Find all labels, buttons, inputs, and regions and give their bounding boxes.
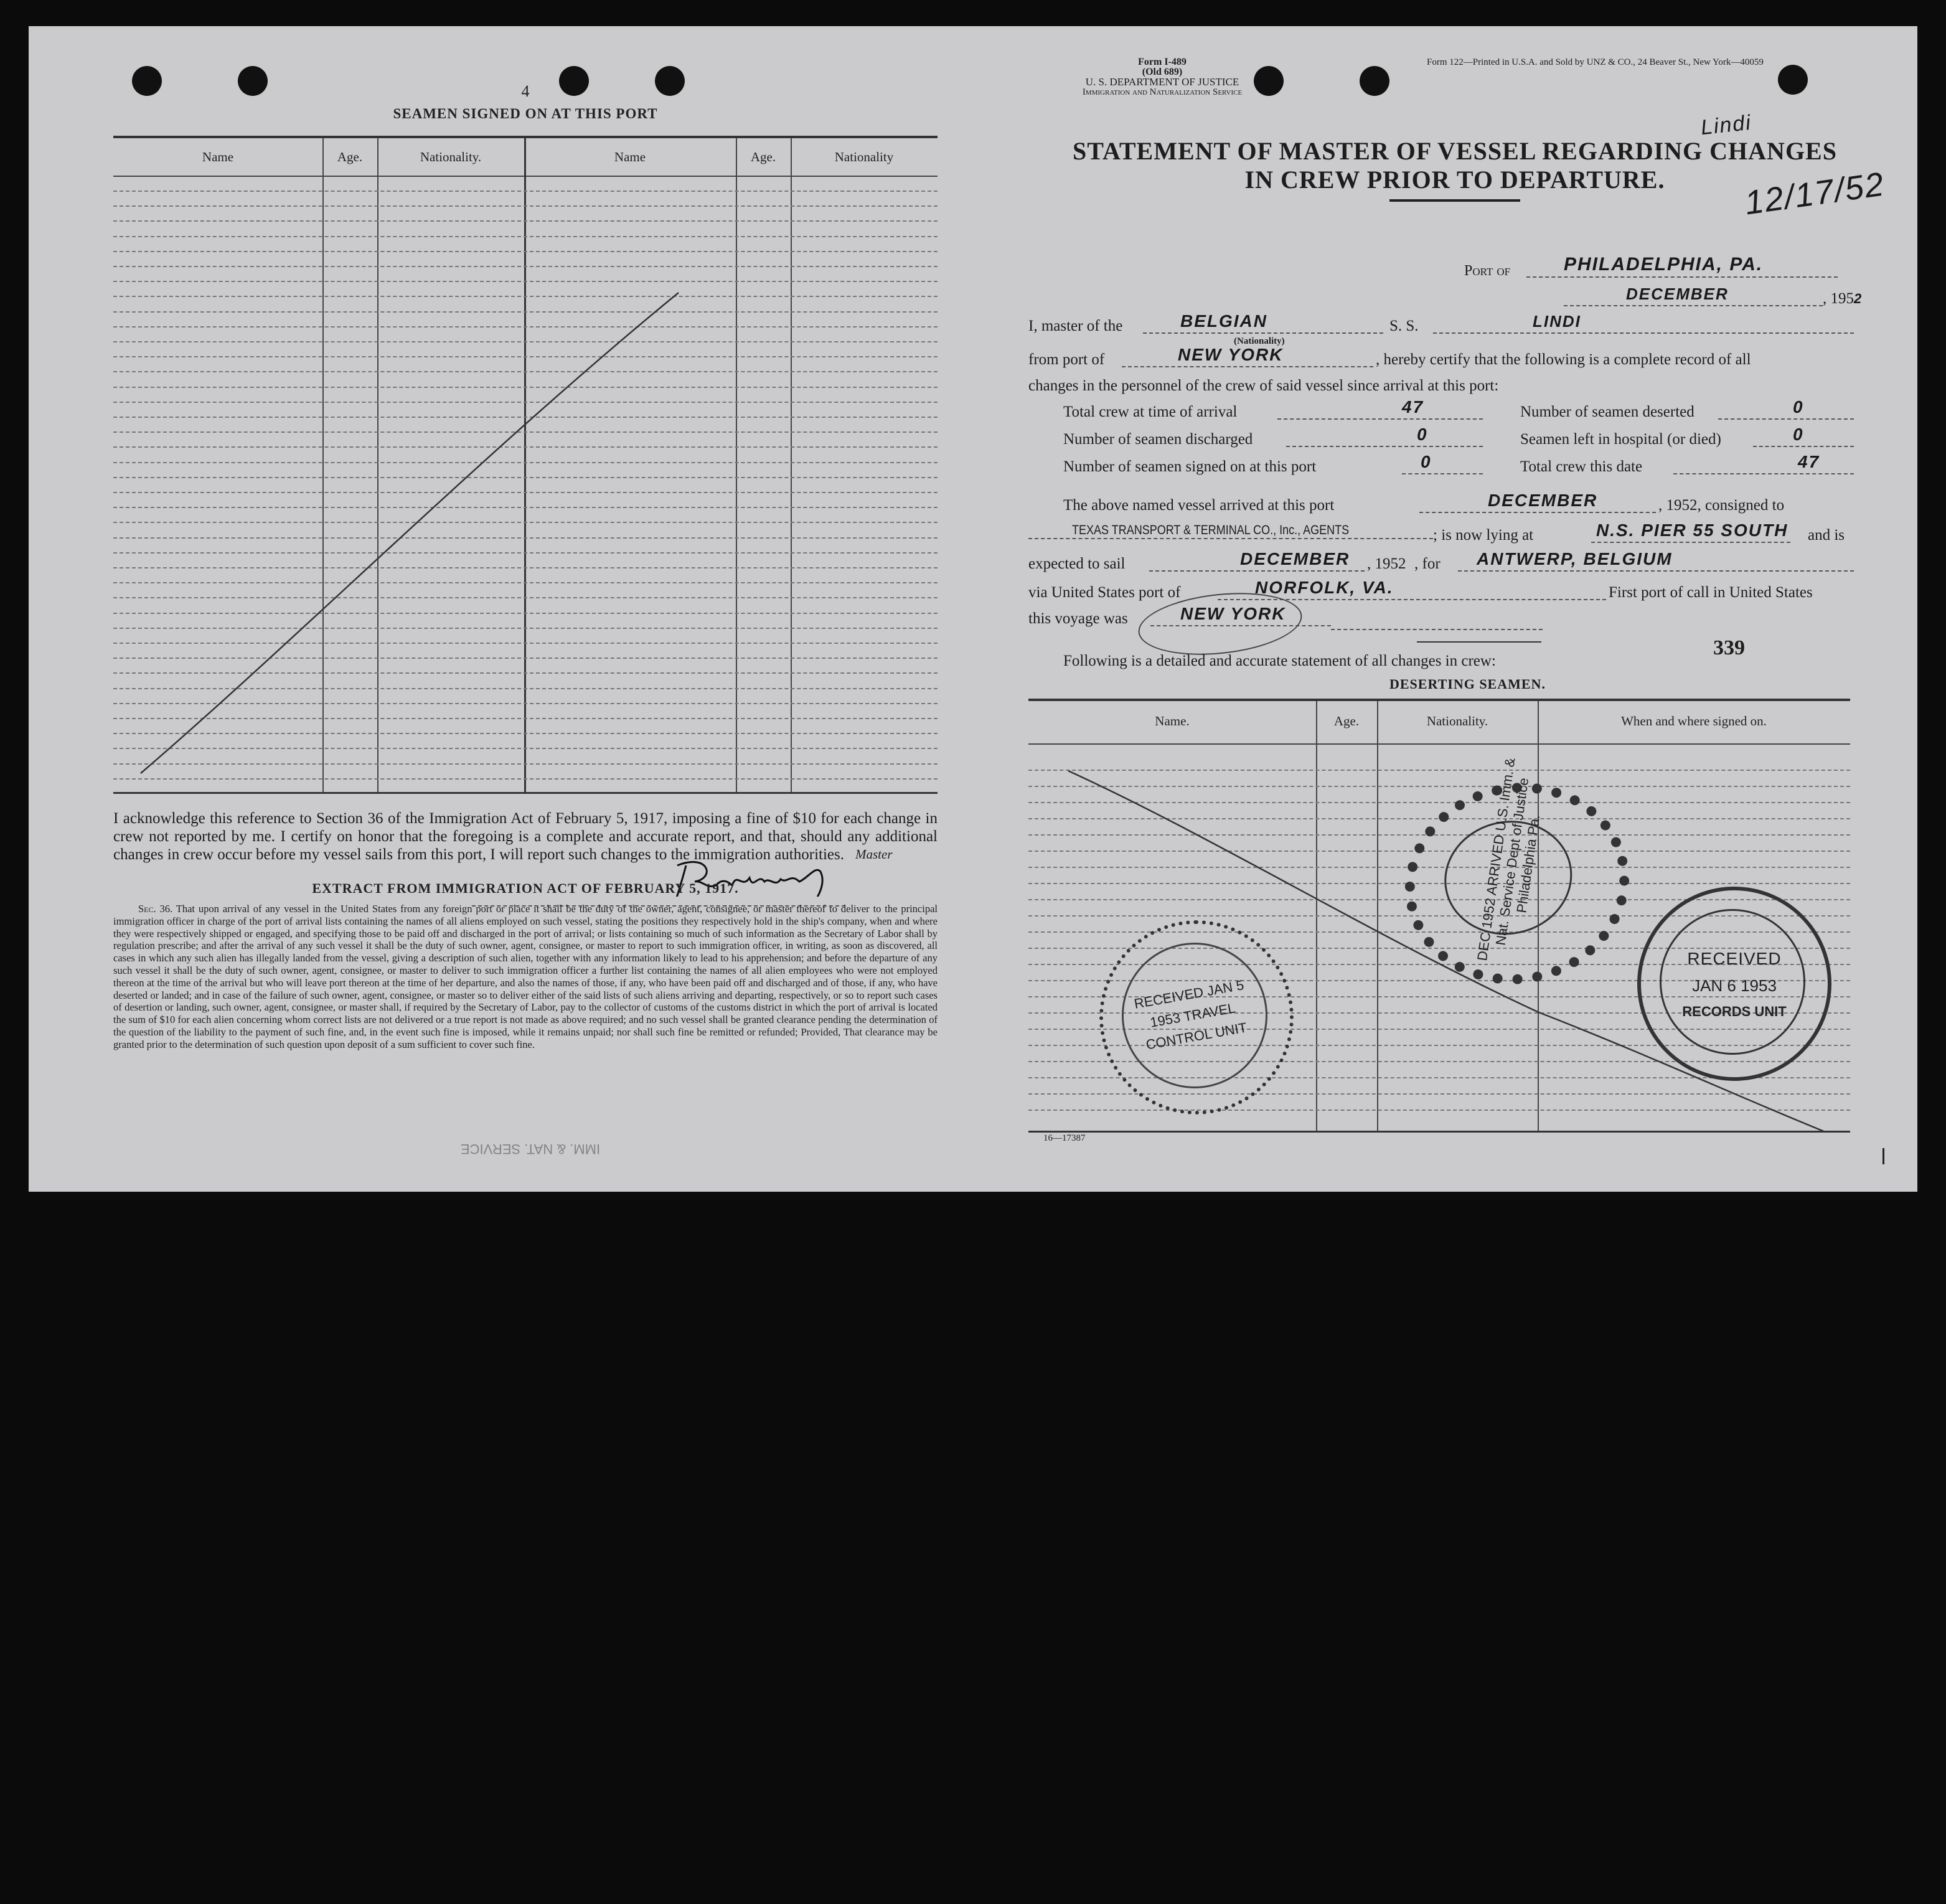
travel-control-stamp bbox=[1099, 920, 1294, 1115]
deserting-heading: DESERTING SEAMEN. bbox=[1389, 676, 1546, 692]
handwritten-date: 12/17/52 bbox=[1742, 165, 1887, 222]
received-date: JAN 6 1953 bbox=[1692, 976, 1777, 995]
extract-heading: EXTRACT FROM IMMIGRATION ACT OF FEBRUARY 5, 1917. bbox=[312, 880, 739, 896]
ss-label: S. S. bbox=[1389, 318, 1419, 334]
left-page bbox=[113, 82, 938, 1166]
cancel-diagonal bbox=[113, 138, 938, 792]
title-rule bbox=[1389, 199, 1520, 202]
col-nationality: Nationality. bbox=[1426, 714, 1488, 728]
voyage-rule bbox=[1417, 641, 1541, 643]
section-label: Sec. 36. bbox=[138, 903, 173, 915]
col-nationality-2: Nationality bbox=[834, 149, 894, 164]
total-crew-arrival-label: Total crew at time of arrival bbox=[1063, 403, 1238, 420]
department: U. S. DEPARTMENT OF JUSTICE bbox=[1085, 76, 1239, 88]
seamen-signed-heading: SEAMEN SIGNED ON AT THIS PORT bbox=[393, 106, 658, 121]
scanned-document bbox=[29, 26, 1917, 1192]
arrived-field: DECEMBER bbox=[1419, 492, 1656, 513]
expected-field: DECEMBER bbox=[1149, 550, 1365, 572]
received-records-stamp bbox=[1637, 887, 1831, 1081]
section-body: That upon arrival of any vessel in the United States from any foreign port or place it shall be the duty of the owner, agent, consignee, or master thereof to deliver to the principal immigration officer in charge of the port of arrival lists containing the names of all aliens employed on such vessel, stating the positions they respectively hold in the ship's company, when and where they were respectively shipped or engaged, and specifying those to be paid off and discharged in the port of arrival; or lists containing so much of such information as the Secretary of Labor shall by regulation prescribe; and after the arrival of any such vessel it shall be the duty of such owner, agent, consignee, or master to report to such immigration officer, in writing, as soon as discovered, all cases in which any such alien has illegally landed from the vessel, giving a description of such alien, together with any information likely to lead to his apprehension; and before the departure of any such vessel it shall be the duty of such owner, agent, consignee, or master to deliver to such immigration officer a further list containing the names of all alien employees who were not employed thereon at the time of the arrival but who will leave port thereon at the time of her departure, and also the names of those, if any, who have been paid off and discharged and of those, if any, who have deserted or landed; and in case of the failure of such owner, agent, consignee, or master so to deliver either of the said lists of such aliens arriving and departing, respectively, or so to report such cases of desertion or landing, such owner, agent, consignee, or master shall, if required by the Secretary of Labor, pay to the collector of customs of the customs district in which the port of arrival is located the sum of $10 for each alien concerning whom correct lists are not delivered or a true report is not made as above required; and no such vessel shall be granted clearance pending the determination of the question of the liability to the payment of such fine, and, in the event such fine is imposed, while it remains unpaid; nor shall such fine be remitted or refunded; Provided, That clearance may be granted prior to the determination of such question upon deposit of a sum sufficient to cover such fine. bbox=[113, 903, 938, 1050]
and-is-label: and is bbox=[1808, 527, 1845, 544]
lying-label: ; is now lying at bbox=[1433, 527, 1534, 544]
received-label: RECEIVED bbox=[1687, 949, 1782, 968]
voyage-dash bbox=[1331, 629, 1543, 630]
date-field: DECEMBER bbox=[1564, 285, 1823, 306]
col-name: Name. bbox=[1155, 714, 1190, 728]
col-age-2: Age. bbox=[750, 149, 776, 164]
form-number: 16—17387 bbox=[1043, 1133, 1086, 1143]
total-crew-date-field: 47 bbox=[1673, 453, 1854, 474]
travel-control-text: RECEIVED JAN 5 1953 TRAVEL CONTROL UNIT bbox=[1132, 977, 1248, 1053]
arrived-label: The above named vessel arrived at this port bbox=[1063, 497, 1335, 514]
arrived-stamp-text: DEC 1952 ARRIVED U.S. Imm. & Nat. Service Dept of Justice Philadelphia Pa. bbox=[1474, 756, 1543, 962]
title-line-2: IN CREW PRIOR TO DEPARTURE. bbox=[1244, 166, 1665, 194]
hospital-label: Seamen left in hospital (or died) bbox=[1520, 431, 1721, 448]
signed-on-field: 0 bbox=[1402, 453, 1483, 474]
received-unit: RECORDS UNIT bbox=[1682, 1004, 1787, 1019]
total-crew-date-label: Total crew this date bbox=[1520, 458, 1643, 475]
year-label: , 1952 bbox=[1823, 290, 1863, 307]
master-of-the-label: I, master of the bbox=[1028, 318, 1123, 334]
printer-note: Form 122—Printed in U.S.A. and Sold by UNZ & CO., 24 Beaver St., New York—40059 bbox=[1427, 57, 1764, 67]
year-1952-label: , 1952 bbox=[1367, 555, 1406, 572]
changes-text: changes in the personnel of the crew of said vessel since arrival at this port: bbox=[1028, 377, 1499, 394]
via-label: via United States port of bbox=[1028, 584, 1181, 601]
port-of-field: PHILADELPHIA, PA. bbox=[1526, 257, 1838, 278]
signed-on-label: Number of seamen signed on at this port bbox=[1063, 458, 1317, 475]
nationality-caption: (Nationality) bbox=[1234, 336, 1285, 346]
section-36-text bbox=[113, 903, 938, 1051]
page-number: 4 bbox=[521, 82, 530, 100]
col-age: Age. bbox=[1333, 714, 1360, 728]
form-id: Form I-489 bbox=[1138, 57, 1187, 67]
page-edge-mark bbox=[1883, 1148, 1884, 1164]
col-age: Age. bbox=[337, 149, 363, 164]
deserted-label: Number of seamen deserted bbox=[1520, 403, 1695, 420]
deserted-field: 0 bbox=[1718, 398, 1854, 420]
form-old: (Old 689) bbox=[1142, 67, 1183, 77]
handwritten-ship-name: Lindi bbox=[1699, 110, 1753, 140]
col-when-where: When and where signed on. bbox=[1621, 714, 1767, 728]
seamen-signed-table bbox=[113, 136, 938, 794]
from-port-field: NEW YORK bbox=[1122, 346, 1373, 367]
via-field: NORFOLK, VA. bbox=[1218, 579, 1606, 600]
for-label: , for bbox=[1414, 555, 1441, 572]
nationality-field: BELGIAN bbox=[1143, 313, 1383, 334]
service: Immigration and Naturalization Service bbox=[1082, 87, 1243, 97]
for-field: ANTWERP, BELGIUM bbox=[1458, 550, 1854, 572]
master-label: Master bbox=[855, 847, 893, 862]
following-text: Following is a detailed and accurate statement of all changes in crew: bbox=[1063, 653, 1496, 669]
col-name: Name bbox=[202, 149, 234, 164]
ss-field: LINDI bbox=[1433, 313, 1854, 334]
lying-field: N.S. PIER 55 SOUTH bbox=[1591, 522, 1790, 543]
title-line-1: STATEMENT OF MASTER OF VESSEL REGARDING CHANGES bbox=[1073, 137, 1837, 165]
expected-label: expected to sail bbox=[1028, 555, 1126, 572]
port-of-label: Port of bbox=[1464, 263, 1511, 279]
first-port-label: First port of call in United States bbox=[1609, 584, 1813, 601]
consigned-label: , 1952, consigned to bbox=[1658, 497, 1785, 514]
from-port-label: from port of bbox=[1028, 351, 1105, 368]
document-number: 339 bbox=[1713, 636, 1745, 659]
faint-stamp: IMM. & NAT. SERVICE bbox=[460, 1141, 601, 1157]
col-nationality: Nationality. bbox=[420, 149, 482, 164]
hospital-field: 0 bbox=[1753, 426, 1854, 447]
discharged-label: Number of seamen discharged bbox=[1063, 431, 1253, 448]
acknowledgment-text: I acknowledge this reference to Section 36 of the Immigration Act of February 5, 1917, imposing a fine of $10 for each change in crew not reported by me. I certify on honor that the foregoing is a complete and accurate report, and that, should any additional changes in crew occur before my vessel sails from this port, I will report such changes to the immigration authorities. bbox=[113, 810, 938, 863]
this-voyage-label: this voyage was bbox=[1028, 610, 1128, 627]
agent-field: TEXAS TRANSPORT & TERMINAL CO., Inc., AGENTS bbox=[1028, 518, 1433, 539]
discharged-field: 0 bbox=[1286, 426, 1483, 447]
form-header bbox=[1028, 57, 1296, 97]
this-voyage-field: NEW YORK bbox=[1150, 605, 1331, 626]
total-crew-arrival-field: 47 bbox=[1277, 398, 1483, 420]
certify-text: , hereby certify that the following is a complete record of all bbox=[1376, 351, 1751, 368]
col-name-2: Name bbox=[614, 149, 646, 164]
